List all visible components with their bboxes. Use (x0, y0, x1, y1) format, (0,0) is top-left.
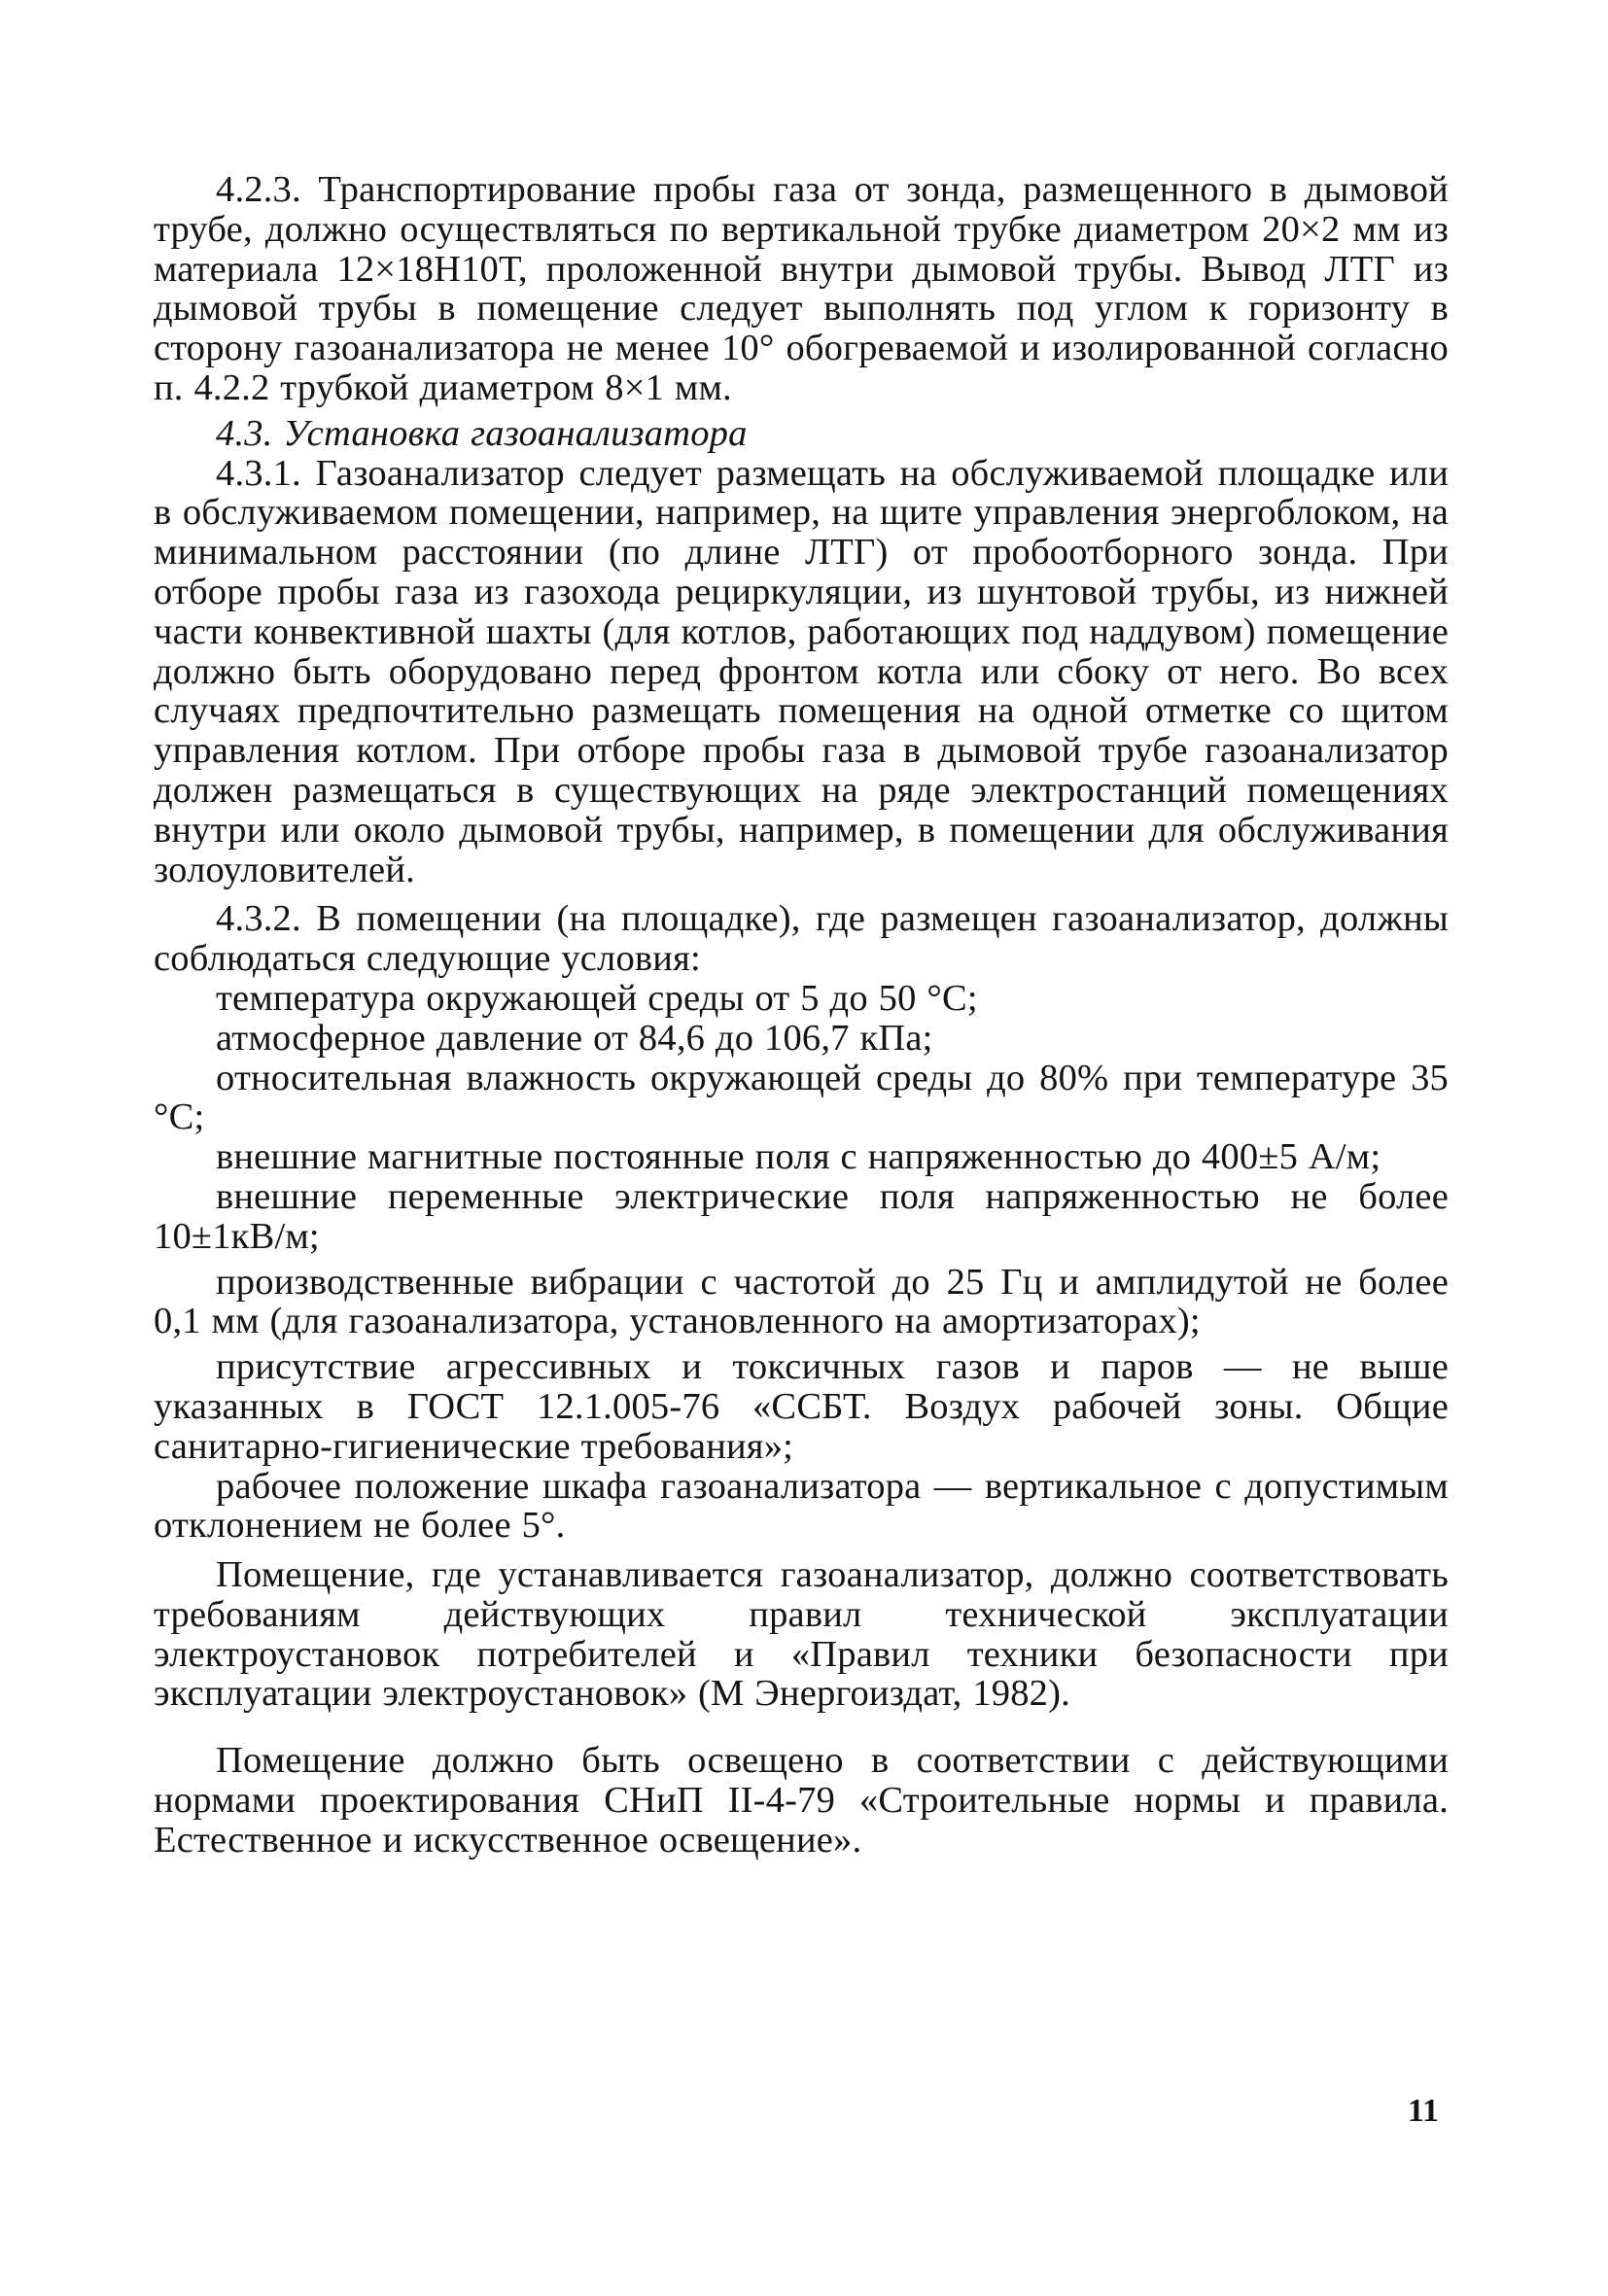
section-title-4-3: 4.3. Установка газоанализатора (216, 412, 748, 454)
condition-item-humidity: относительная влажность окружающей среды до 80% при температуре 35 °С; (154, 1057, 1449, 1138)
paragraph-lighting: Помещение должно быть освещено в соответствии с действующими нормами проектирования СНиП II-4-79 «Строительные нормы и правила. Естественное и искусственное освещение». (154, 1740, 1449, 1861)
paragraph-room-requirements: Помещение, где устанавливается газоанализатор, должно соответствовать требованиям действующих правил технической эксплуатации электроустановок потребителей и «Правил техники безопасности при эксплуатации электроустановок» (М Энергоиздат, 1982). (154, 1554, 1449, 1715)
condition-item-temperature: температура окружающей среды от 5 до 50 °С; (216, 977, 978, 1019)
condition-item-gases: присутствие агрессивных и токсичных газов и паров — не выше указанных в ГОСТ 12.1.005-76 «ССБТ. Воздух рабочей зоны. Общие санитарно-гигиенические требования»; (154, 1346, 1449, 1467)
condition-item-vibration: производственные вибрации с частотой до 25 Гц и амплидутой не более 0,1 мм (для газоанализатора, установленного на амортизаторах); (154, 1261, 1449, 1342)
paragraph-4-3-2: 4.3.2. В помещении (на площадке), где размещен газоанализатор, должны соблюдаться следующие условия: (154, 898, 1449, 980)
page-number: 11 (1407, 2093, 1439, 2129)
document-page (154, 170, 1449, 1861)
paragraph-4-2-3: 4.2.3. Транспортирование пробы газа от зонда, размещенного в дымовой трубе, должно осуществляться по вертикальной трубке диаметром 20×2 мм из материала 12×18Н10Т, проложенной внутри дымовой трубы. Вывод ЛТГ из дымовой трубы в помещение следует выполнять под углом к горизонту в сторону газоанализатора не менее 10° обогреваемой и изолированной согласно п. 4.2.2 трубкой диаметром 8×1 мм. (154, 169, 1449, 408)
paragraph-4-3-1: 4.3.1. Газоанализатор следует размещать на обслуживаемой площадке или в обслуживаемом помещении, например, на щите управления энергоблоком, на минимальном расстоянии (по длине ЛТГ) от пробоотборного зонда. При отборе пробы газа из газохода рециркуляции, из шунтовой трубы, из нижней части конвективной шахты (для котлов, работающих под наддувом) помещение должно быть оборудовано перед фронтом котла или сбоку от него. Во всех случаях предпочтительно размещать помещения на одной отметке со щитом управления котлом. При отборе пробы газа в дымовой трубе газоанализатор должен размещаться в существующих на ряде электростанций помещениях внутри или около дымовой трубы, например, в помещении для обслуживания золоуловителей. (154, 452, 1449, 890)
condition-item-pressure: атмосферное давление от 84,6 до 106,7 кПа; (216, 1017, 933, 1059)
condition-item-magnetic-field: внешние магнитные постоянные поля с напряженностью до 400±5 А/м; (216, 1136, 1381, 1178)
condition-item-electric-field: внешние переменные электрические поля напряженностью не более 10±1кВ/м; (154, 1175, 1449, 1257)
condition-item-cabinet-position: рабочее положение шкафа газоанализатора — вертикальное с допустимым отклонением не более 5°. (154, 1465, 1449, 1547)
